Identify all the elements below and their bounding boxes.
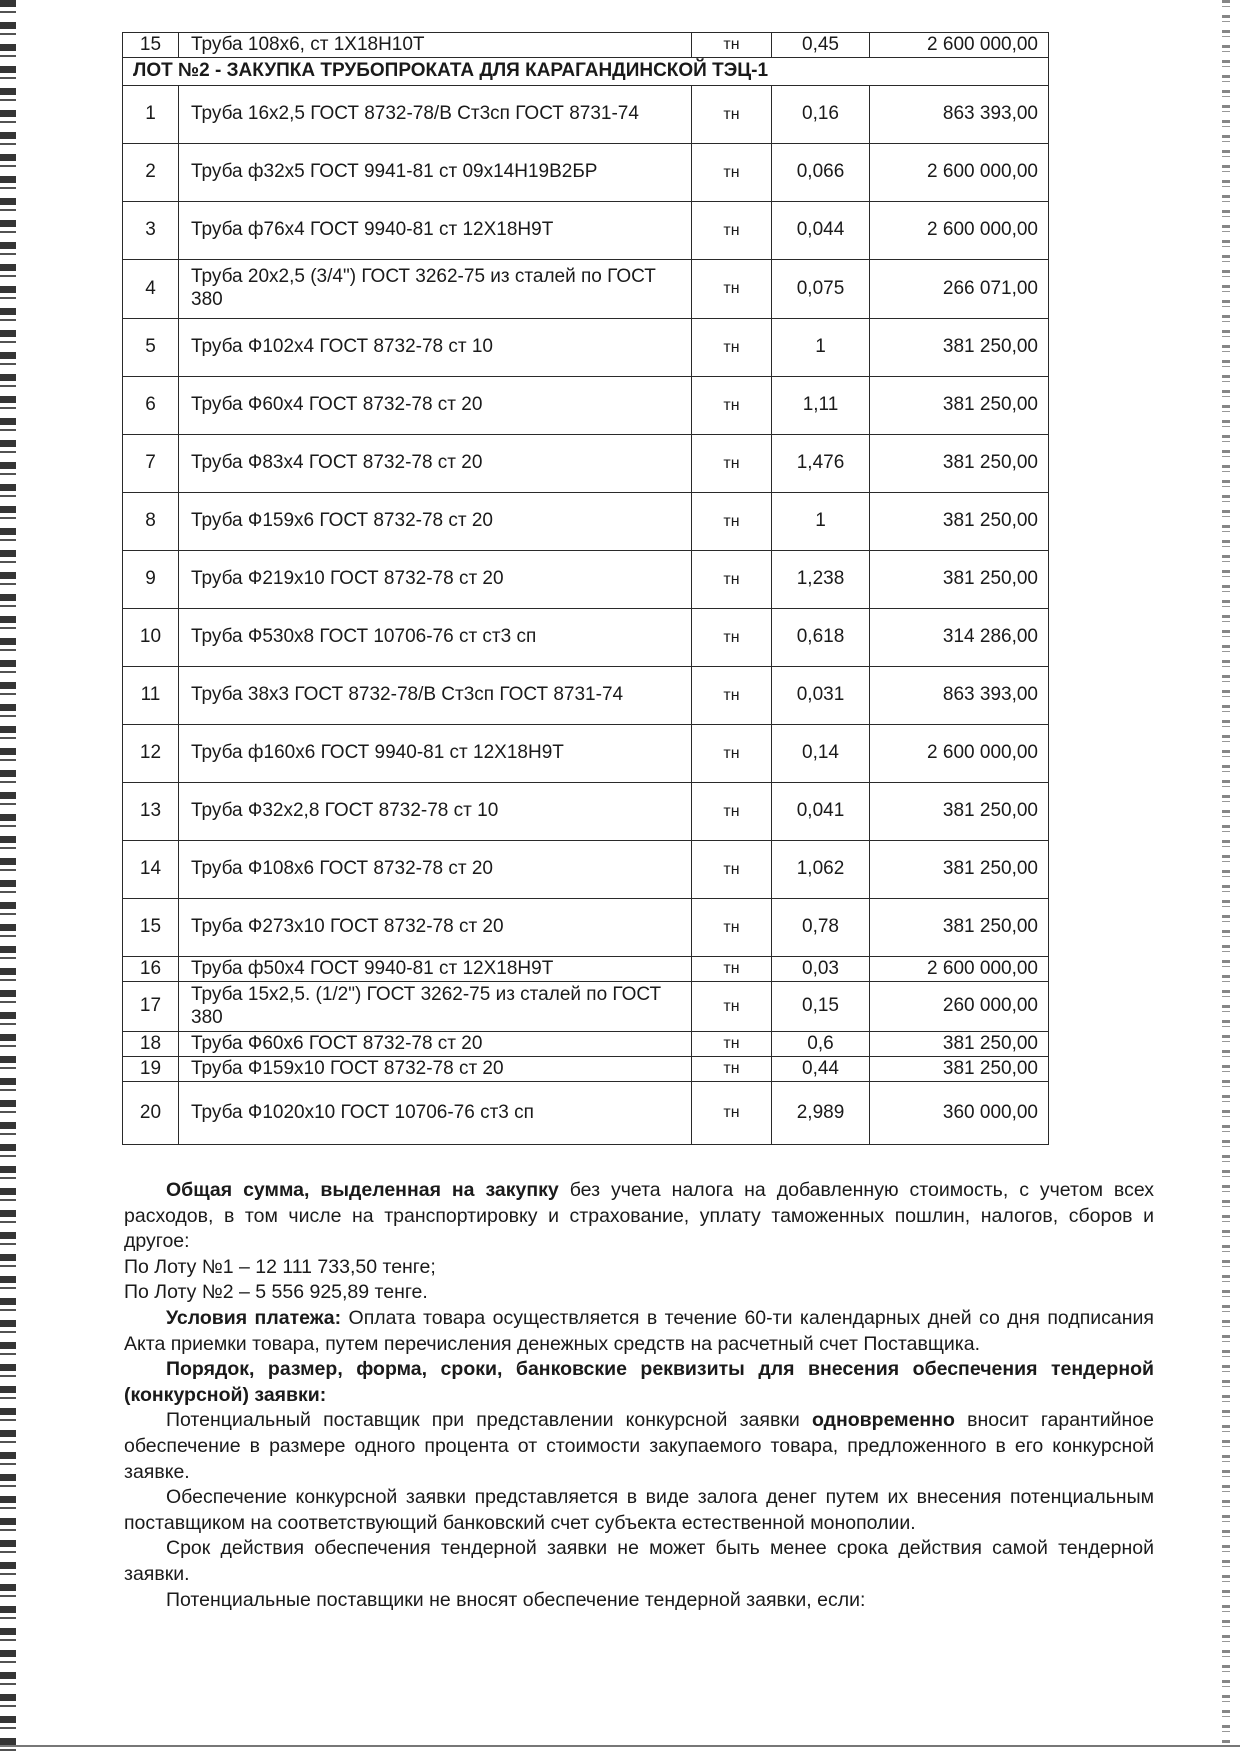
row-number: 1 <box>123 86 179 144</box>
table-row <box>123 783 1049 841</box>
unit: тн <box>692 957 772 982</box>
security-paragraph-4: Потенциальные поставщики не вносят обеспечение тендерной заявки, если: <box>166 1588 866 1611</box>
price: 863 393,00 <box>870 86 1049 144</box>
row-number: 5 <box>123 319 179 377</box>
quantity: 0,044 <box>772 202 870 260</box>
price: 2 600 000,00 <box>870 144 1049 202</box>
table-row <box>123 551 1049 609</box>
lot1-sum: По Лоту №1 – 12 111 733,50 тенге; <box>124 1255 436 1278</box>
unit: тн <box>692 1032 772 1057</box>
price: 381 250,00 <box>870 783 1049 841</box>
quantity: 2,989 <box>772 1082 870 1145</box>
table-row <box>123 609 1049 667</box>
quantity: 0,6 <box>772 1032 870 1057</box>
item-name: Труба Ф32х2,8 ГОСТ 8732-78 ст 10 <box>179 783 692 841</box>
unit: тн <box>692 841 772 899</box>
item-name: Труба Ф159х10 ГОСТ 8732-78 ст 20 <box>179 1057 692 1082</box>
unit: тн <box>692 260 772 319</box>
row-number: 12 <box>123 725 179 783</box>
row-number: 15 <box>123 33 179 58</box>
security-text-b: вносит гарантийное обеспечение в размере одного процента от стоимости закупаемого товара, предложенного в его конкурсной заявке. <box>124 1409 1155 1483</box>
unit: тн <box>692 319 772 377</box>
row-number: 16 <box>123 957 179 982</box>
unit: тн <box>692 982 772 1032</box>
table-row <box>123 319 1049 377</box>
unit: тн <box>692 33 772 58</box>
security-paragraph-3: Срок действия обеспечения тендерной заявки не может быть менее срока действия самой тендерной заявки. <box>124 1537 1154 1585</box>
row-number: 18 <box>123 1032 179 1057</box>
item-name: Труба ф160х6 ГОСТ 9940-81 ст 12Х18Н9Т <box>179 725 692 783</box>
unit: тн <box>692 86 772 144</box>
total-paragraph <box>124 1178 1154 1255</box>
price: 381 250,00 <box>870 377 1049 435</box>
table-row <box>123 86 1049 144</box>
row-number: 20 <box>123 1082 179 1145</box>
table-row <box>123 957 1049 982</box>
security-paragraph-1 <box>124 1408 1154 1485</box>
row-number: 6 <box>123 377 179 435</box>
payment-paragraph <box>124 1306 1154 1357</box>
row-number: 11 <box>123 667 179 725</box>
quantity: 0,075 <box>772 260 870 319</box>
unit: тн <box>692 435 772 493</box>
row-number: 8 <box>123 493 179 551</box>
price: 381 250,00 <box>870 841 1049 899</box>
row-number: 13 <box>123 783 179 841</box>
quantity: 1,476 <box>772 435 870 493</box>
total-label: Общая сумма, выделенная на закупку <box>166 1179 559 1201</box>
price: 2 600 000,00 <box>870 957 1049 982</box>
price: 2 600 000,00 <box>870 33 1049 58</box>
item-name: Труба Ф108х6 ГОСТ 8732-78 ст 20 <box>179 841 692 899</box>
row-number: 10 <box>123 609 179 667</box>
row-number: 7 <box>123 435 179 493</box>
unit: тн <box>692 144 772 202</box>
item-name: Труба Ф219х10 ГОСТ 8732-78 ст 20 <box>179 551 692 609</box>
table-row <box>123 1057 1049 1082</box>
price: 381 250,00 <box>870 319 1049 377</box>
total-text: без учета налога на добавленную стоимость, с учетом всех расходов, в том числе на транспортировку и страхование, уплату таможенных пошлин, налогов, сборов и другое: <box>124 1179 1154 1253</box>
quantity: 0,78 <box>772 899 870 957</box>
price: 260 000,00 <box>870 982 1049 1032</box>
unit: тн <box>692 609 772 667</box>
row-number: 14 <box>123 841 179 899</box>
item-name: Труба 20х2,5 (3/4") ГОСТ 3262-75 из сталей по ГОСТ 380 <box>179 260 692 319</box>
unit: тн <box>692 783 772 841</box>
quantity: 1 <box>772 493 870 551</box>
security-heading <box>124 1357 1154 1408</box>
quantity: 0,14 <box>772 725 870 783</box>
price: 2 600 000,00 <box>870 202 1049 260</box>
unit: тн <box>692 899 772 957</box>
table-row <box>123 493 1049 551</box>
table-row <box>123 202 1049 260</box>
table-row <box>123 377 1049 435</box>
procurement-table-body <box>123 33 1049 1145</box>
table-row <box>123 725 1049 783</box>
quantity: 0,16 <box>772 86 870 144</box>
item-name: Труба Ф530х8 ГОСТ 10706-76 ст ст3 сп <box>179 609 692 667</box>
row-number: 15 <box>123 899 179 957</box>
quantity: 0,45 <box>772 33 870 58</box>
table-row <box>123 33 1049 58</box>
table-row <box>123 899 1049 957</box>
quantity: 1,11 <box>772 377 870 435</box>
item-name: Труба 16х2,5 ГОСТ 8732-78/В Ст3сп ГОСТ 8731-74 <box>179 86 692 144</box>
item-name: Труба Ф60х4 ГОСТ 8732-78 ст 20 <box>179 377 692 435</box>
table-row <box>123 144 1049 202</box>
row-number: 4 <box>123 260 179 319</box>
item-name: Труба Ф159х6 ГОСТ 8732-78 ст 20 <box>179 493 692 551</box>
quantity: 0,041 <box>772 783 870 841</box>
unit: тн <box>692 551 772 609</box>
item-name: Труба Ф1020х10 ГОСТ 10706-76 ст3 сп <box>179 1082 692 1145</box>
security-text-a: Потенциальный поставщик при представлении конкурсной заявки <box>166 1409 812 1432</box>
lot-header: ЛОТ №2 - ЗАКУПКА ТРУБОПРОКАТА ДЛЯ КАРАГАНДИНСКОЙ ТЭЦ-1 <box>123 58 1049 86</box>
table-row <box>123 1032 1049 1057</box>
scan-edge-left <box>0 0 16 1754</box>
price: 381 250,00 <box>870 899 1049 957</box>
item-name: Труба 15х2,5. (1/2") ГОСТ 3262-75 из сталей по ГОСТ 380 <box>179 982 692 1032</box>
price: 381 250,00 <box>870 1057 1049 1082</box>
unit: тн <box>692 1082 772 1145</box>
scan-edge-right <box>1222 0 1230 1754</box>
security-heading-text: Порядок, размер, форма, сроки, банковские реквизиты для внесения обеспечения тендерной (конкурсной) заявки: <box>124 1358 1154 1406</box>
item-name: Труба Ф60х6 ГОСТ 8732-78 ст 20 <box>179 1032 692 1057</box>
price: 266 071,00 <box>870 260 1049 319</box>
quantity: 0,618 <box>772 609 870 667</box>
price: 314 286,00 <box>870 609 1049 667</box>
payment-label: Условия платежа: <box>166 1306 342 1329</box>
unit: тн <box>692 202 772 260</box>
price: 863 393,00 <box>870 667 1049 725</box>
price: 2 600 000,00 <box>870 725 1049 783</box>
quantity: 0,15 <box>772 982 870 1032</box>
lot-header-row <box>123 58 1049 86</box>
item-name: Труба 108х6, ст 1Х18Н10Т <box>179 33 692 58</box>
table-row <box>123 260 1049 319</box>
table-row <box>123 1082 1049 1145</box>
quantity: 0,031 <box>772 667 870 725</box>
price: 360 000,00 <box>870 1082 1049 1145</box>
row-number: 2 <box>123 144 179 202</box>
item-name: Труба ф32х5 ГОСТ 9941-81 ст 09х14Н19В2БР <box>179 144 692 202</box>
security-paragraph-2: Обеспечение конкурсной заявки представляется в виде залога денег путем их внесения потенциальным поставщиком на соответствующий банковский счет субъекта естественной монополии. <box>124 1486 1154 1534</box>
quantity: 1 <box>772 319 870 377</box>
unit: тн <box>692 493 772 551</box>
row-number: 19 <box>123 1057 179 1082</box>
price: 381 250,00 <box>870 435 1049 493</box>
quantity: 0,44 <box>772 1057 870 1082</box>
item-name: Труба Ф273х10 ГОСТ 8732-78 ст 20 <box>179 899 692 957</box>
item-name: Труба ф50х4 ГОСТ 9940-81 ст 12Х18Н9Т <box>179 957 692 982</box>
row-number: 3 <box>123 202 179 260</box>
table-row <box>123 841 1049 899</box>
payment-text: Оплата товара осуществляется в течение 60-ти календарных дней со дня подписания Акта приемки товара, путем перечисления денежных средств на расчетный счет Поставщика. <box>124 1306 1154 1355</box>
table-row <box>123 667 1049 725</box>
scan-edge-bottom <box>0 1745 1240 1747</box>
document-text <box>124 1178 1154 1613</box>
item-name: Труба ф76х4 ГОСТ 9940-81 ст 12Х18Н9Т <box>179 202 692 260</box>
item-name: Труба Ф102х4 ГОСТ 8732-78 ст 10 <box>179 319 692 377</box>
procurement-table <box>122 32 1049 1145</box>
unit: тн <box>692 725 772 783</box>
unit: тн <box>692 1057 772 1082</box>
table-row <box>123 435 1049 493</box>
unit: тн <box>692 667 772 725</box>
quantity: 1,238 <box>772 551 870 609</box>
quantity: 0,066 <box>772 144 870 202</box>
item-name: Труба 38х3 ГОСТ 8732-78/В Ст3сп ГОСТ 8731-74 <box>179 667 692 725</box>
price: 381 250,00 <box>870 1032 1049 1057</box>
security-text-bold: одновременно <box>811 1409 955 1432</box>
item-name: Труба Ф83х4 ГОСТ 8732-78 ст 20 <box>179 435 692 493</box>
unit: тн <box>692 377 772 435</box>
lot2-sum: По Лоту №2 – 5 556 925,89 тенге. <box>124 1281 428 1304</box>
table-row <box>123 982 1049 1032</box>
row-number: 17 <box>123 982 179 1032</box>
price: 381 250,00 <box>870 551 1049 609</box>
price: 381 250,00 <box>870 493 1049 551</box>
quantity: 1,062 <box>772 841 870 899</box>
row-number: 9 <box>123 551 179 609</box>
quantity: 0,03 <box>772 957 870 982</box>
